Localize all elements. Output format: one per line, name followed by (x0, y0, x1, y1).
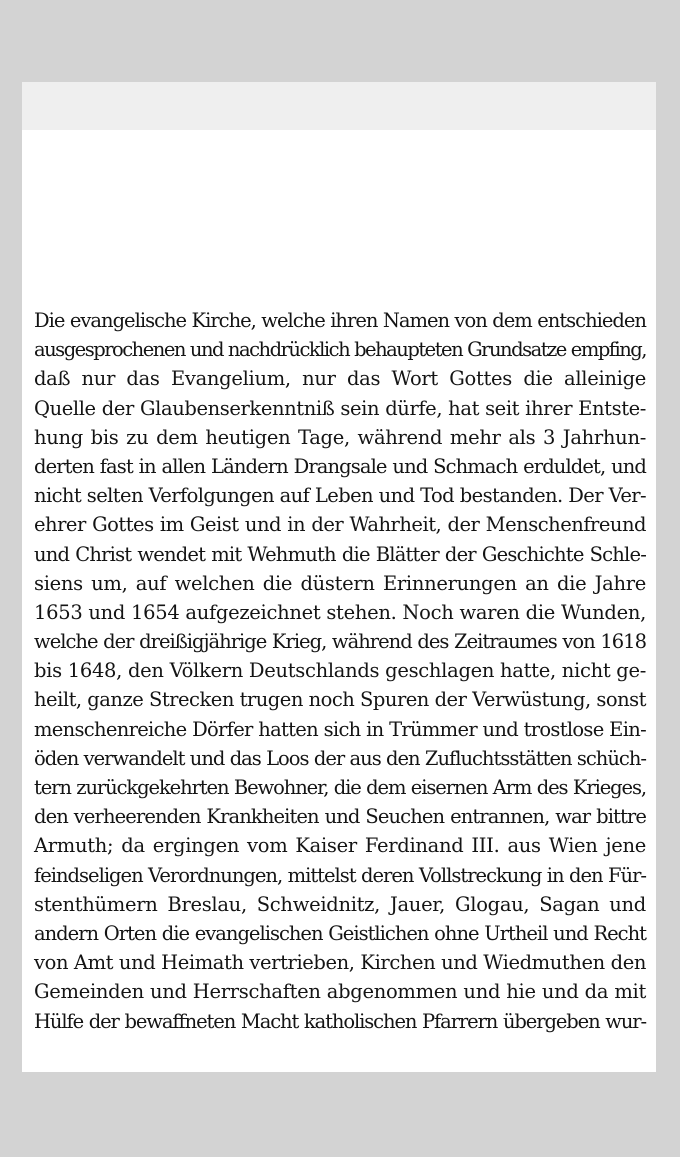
body-text (34, 306, 646, 1036)
text-line: ehrer Gottes im Geist und in der Wahrheit, der Menschenfreund (34, 513, 646, 537)
text-line: feindseligen Verordnungen, mittelst deren Vollstreckung in den Für- (34, 863, 646, 887)
text-line: siens um, auf welchen die düstern Erinnerungen an die Jahre (34, 571, 646, 595)
text-line: hung bis zu dem heutigen Tage, während mehr als 3 Jahrhun- (34, 425, 646, 449)
text-line: von Amt und Heimath vertrieben, Kirchen und Wiedmuthen den (34, 951, 646, 975)
text-line: Armuth; da ergingen vom Kaiser Ferdinand III. aus Wien jene (34, 834, 646, 858)
page-header-band (22, 82, 656, 130)
text-line: daß nur das Evangelium, nur das Wort Gottes die alleinige (34, 367, 646, 391)
text-line: welche der dreißigjährige Krieg, während des Zeitraumes von 1618 (34, 630, 646, 654)
text-line: den verheerenden Krankheiten und Seuchen entrannen, war bittre (34, 805, 646, 829)
text-line: nicht selten Verfolgungen auf Leben und Tod bestanden. Der Ver- (34, 484, 646, 508)
text-line: ausgesprochenen und nachdrücklich behaupteten Grundsatze empfing, (34, 338, 646, 362)
text-line: Quelle der Glaubenserkenntniß sein dürfe, hat seit ihrer Entste- (34, 396, 646, 420)
text-line: derten fast in allen Ländern Drangsale und Schmach erduldet, und (34, 454, 646, 478)
text-line: öden verwandelt und das Loos der aus den Zufluchtsstätten schüch- (34, 746, 646, 770)
text-line: stenthümern Breslau, Schweidnitz, Jauer, Glogau, Sagan und (34, 892, 646, 916)
text-line: tern zurückgekehrten Bewohner, die dem eisernen Arm des Krieges, (34, 776, 646, 799)
text-line: Hülfe der bewaffneten Macht katholischen Pfarrern übergeben wur- (34, 1009, 646, 1033)
document-page (22, 82, 656, 1072)
text-line: heilt, ganze Strecken trugen noch Spuren der Verwüstung, sonst (34, 688, 647, 712)
text-line: Gemeinden und Herrschaften abgenommen und hie und da mit (34, 980, 646, 1004)
text-line: andern Orten die evangelischen Geistlichen ohne Urtheil und Recht (34, 921, 646, 945)
text-line: Die evangelische Kirche, welche ihren Namen von dem entschieden (34, 309, 646, 332)
text-line: menschenreiche Dörfer hatten sich in Trümmer und trostlose Ein- (34, 717, 646, 741)
text-line: und Christ wendet mit Wehmuth die Blätter der Geschichte Schle- (34, 542, 646, 566)
text-line: 1653 und 1654 aufgezeichnet stehen. Noch waren die Wunden, (34, 600, 646, 624)
text-line: bis 1648, den Völkern Deutschlands geschlagen hatte, nicht ge- (34, 659, 646, 683)
